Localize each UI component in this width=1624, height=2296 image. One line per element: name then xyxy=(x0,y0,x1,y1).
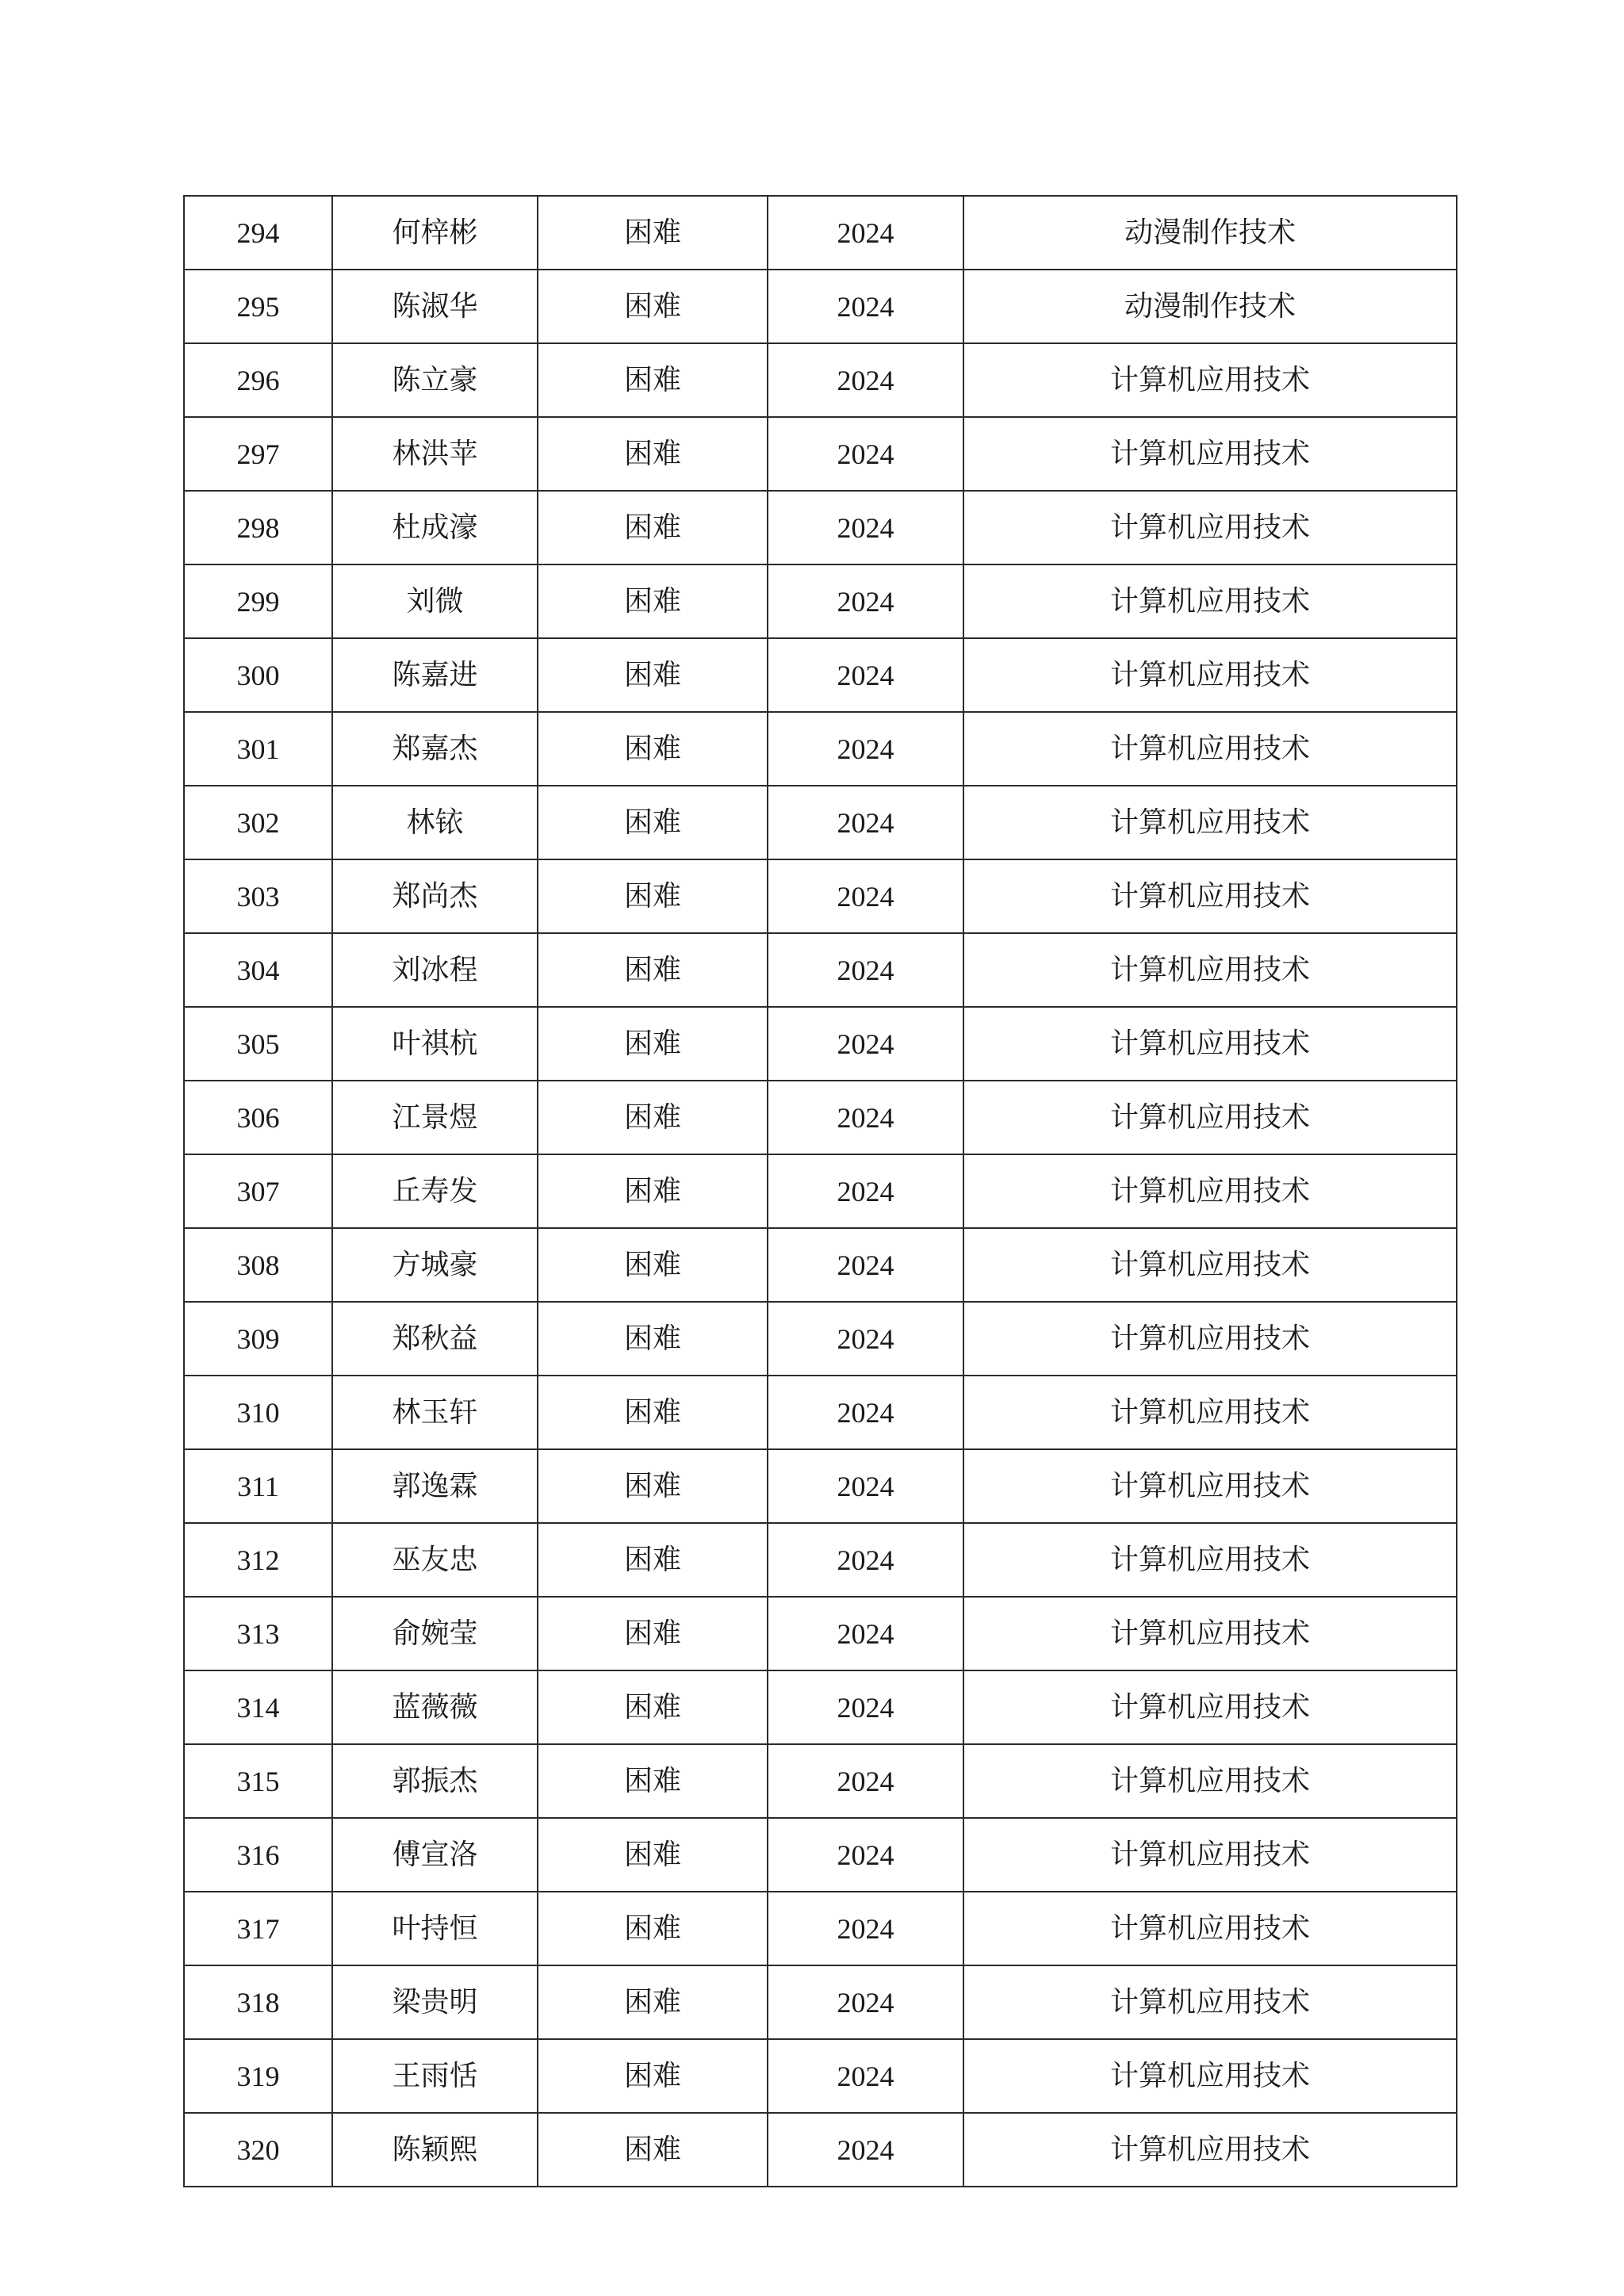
cell-major: 计算机应用技术 xyxy=(963,1376,1457,1449)
cell-year: 2024 xyxy=(768,417,963,491)
cell-year: 2024 xyxy=(768,933,963,1007)
cell-year: 2024 xyxy=(768,1892,963,1965)
cell-major: 计算机应用技术 xyxy=(963,1892,1457,1965)
cell-number: 294 xyxy=(184,196,332,270)
cell-major: 计算机应用技术 xyxy=(963,491,1457,564)
cell-name: 郑秋益 xyxy=(332,1302,538,1376)
cell-year: 2024 xyxy=(768,491,963,564)
cell-name: 刘冰程 xyxy=(332,933,538,1007)
cell-major: 计算机应用技术 xyxy=(963,933,1457,1007)
cell-number: 309 xyxy=(184,1302,332,1376)
cell-difficulty: 困难 xyxy=(538,1228,768,1302)
cell-year: 2024 xyxy=(768,1818,963,1892)
cell-year: 2024 xyxy=(768,1154,963,1228)
student-table xyxy=(183,195,1457,2187)
cell-difficulty: 困难 xyxy=(538,859,768,933)
cell-year: 2024 xyxy=(768,1597,963,1670)
cell-difficulty: 困难 xyxy=(538,712,768,786)
cell-major: 计算机应用技术 xyxy=(963,1154,1457,1228)
cell-name: 巫友忠 xyxy=(332,1523,538,1597)
cell-name: 郑嘉杰 xyxy=(332,712,538,786)
cell-difficulty: 困难 xyxy=(538,1154,768,1228)
cell-number: 315 xyxy=(184,1744,332,1818)
cell-name: 江景煜 xyxy=(332,1081,538,1154)
cell-year: 2024 xyxy=(768,564,963,638)
cell-name: 陈立豪 xyxy=(332,343,538,417)
cell-difficulty: 困难 xyxy=(538,491,768,564)
cell-number: 297 xyxy=(184,417,332,491)
table-row xyxy=(184,1670,1457,1744)
table-row xyxy=(184,196,1457,270)
cell-name: 陈嘉进 xyxy=(332,638,538,712)
table-row xyxy=(184,786,1457,859)
table-row xyxy=(184,491,1457,564)
cell-name: 王雨恬 xyxy=(332,2039,538,2113)
cell-number: 301 xyxy=(184,712,332,786)
cell-major: 计算机应用技术 xyxy=(963,343,1457,417)
cell-year: 2024 xyxy=(768,270,963,343)
cell-number: 314 xyxy=(184,1670,332,1744)
cell-name: 刘微 xyxy=(332,564,538,638)
cell-number: 319 xyxy=(184,2039,332,2113)
cell-name: 陈淑华 xyxy=(332,270,538,343)
cell-number: 316 xyxy=(184,1818,332,1892)
table-row xyxy=(184,1744,1457,1818)
cell-difficulty: 困难 xyxy=(538,1744,768,1818)
cell-name: 林铱 xyxy=(332,786,538,859)
cell-major: 计算机应用技术 xyxy=(963,2113,1457,2187)
cell-major: 计算机应用技术 xyxy=(963,1228,1457,1302)
cell-difficulty: 困难 xyxy=(538,1670,768,1744)
cell-number: 306 xyxy=(184,1081,332,1154)
cell-major: 计算机应用技术 xyxy=(963,2039,1457,2113)
cell-name: 郑尚杰 xyxy=(332,859,538,933)
table-row xyxy=(184,1154,1457,1228)
cell-difficulty: 困难 xyxy=(538,1818,768,1892)
cell-difficulty: 困难 xyxy=(538,1523,768,1597)
cell-major: 计算机应用技术 xyxy=(963,417,1457,491)
cell-name: 梁贵明 xyxy=(332,1965,538,2039)
cell-number: 300 xyxy=(184,638,332,712)
table-row xyxy=(184,1302,1457,1376)
table-row xyxy=(184,1965,1457,2039)
cell-difficulty: 困难 xyxy=(538,1892,768,1965)
cell-difficulty: 困难 xyxy=(538,1007,768,1081)
cell-number: 311 xyxy=(184,1449,332,1523)
cell-difficulty: 困难 xyxy=(538,417,768,491)
cell-major: 动漫制作技术 xyxy=(963,196,1457,270)
cell-year: 2024 xyxy=(768,1081,963,1154)
cell-year: 2024 xyxy=(768,1007,963,1081)
cell-number: 305 xyxy=(184,1007,332,1081)
table-row xyxy=(184,1007,1457,1081)
cell-name: 蓝薇薇 xyxy=(332,1670,538,1744)
cell-difficulty: 困难 xyxy=(538,786,768,859)
table-row xyxy=(184,270,1457,343)
cell-major: 计算机应用技术 xyxy=(963,1081,1457,1154)
table-row xyxy=(184,933,1457,1007)
cell-major: 计算机应用技术 xyxy=(963,1007,1457,1081)
cell-difficulty: 困难 xyxy=(538,564,768,638)
cell-name: 郭逸霖 xyxy=(332,1449,538,1523)
cell-name: 何梓彬 xyxy=(332,196,538,270)
cell-major: 计算机应用技术 xyxy=(963,1302,1457,1376)
table-row xyxy=(184,417,1457,491)
cell-name: 方城豪 xyxy=(332,1228,538,1302)
table-row xyxy=(184,1523,1457,1597)
table-row xyxy=(184,564,1457,638)
cell-difficulty: 困难 xyxy=(538,933,768,1007)
table-row xyxy=(184,638,1457,712)
cell-year: 2024 xyxy=(768,196,963,270)
table-row xyxy=(184,859,1457,933)
cell-year: 2024 xyxy=(768,1376,963,1449)
cell-difficulty: 困难 xyxy=(538,1965,768,2039)
cell-year: 2024 xyxy=(768,2113,963,2187)
cell-number: 313 xyxy=(184,1597,332,1670)
cell-number: 318 xyxy=(184,1965,332,2039)
cell-number: 304 xyxy=(184,933,332,1007)
cell-difficulty: 困难 xyxy=(538,1597,768,1670)
cell-year: 2024 xyxy=(768,1228,963,1302)
cell-name: 叶持恒 xyxy=(332,1892,538,1965)
cell-difficulty: 困难 xyxy=(538,638,768,712)
cell-number: 320 xyxy=(184,2113,332,2187)
cell-year: 2024 xyxy=(768,1449,963,1523)
cell-difficulty: 困难 xyxy=(538,270,768,343)
cell-year: 2024 xyxy=(768,859,963,933)
table-row xyxy=(184,1449,1457,1523)
cell-major: 计算机应用技术 xyxy=(963,638,1457,712)
cell-difficulty: 困难 xyxy=(538,1081,768,1154)
cell-major: 计算机应用技术 xyxy=(963,1449,1457,1523)
table-row xyxy=(184,343,1457,417)
cell-difficulty: 困难 xyxy=(538,1449,768,1523)
table-row xyxy=(184,1818,1457,1892)
cell-number: 295 xyxy=(184,270,332,343)
cell-name: 林洪苹 xyxy=(332,417,538,491)
cell-major: 计算机应用技术 xyxy=(963,1965,1457,2039)
table-row xyxy=(184,1228,1457,1302)
cell-year: 2024 xyxy=(768,786,963,859)
cell-major: 计算机应用技术 xyxy=(963,1523,1457,1597)
cell-name: 陈颖熙 xyxy=(332,2113,538,2187)
cell-number: 317 xyxy=(184,1892,332,1965)
cell-year: 2024 xyxy=(768,712,963,786)
cell-name: 林玉轩 xyxy=(332,1376,538,1449)
cell-major: 计算机应用技术 xyxy=(963,786,1457,859)
cell-difficulty: 困难 xyxy=(538,196,768,270)
cell-year: 2024 xyxy=(768,2039,963,2113)
table-row xyxy=(184,1376,1457,1449)
cell-name: 叶祺杭 xyxy=(332,1007,538,1081)
table-row xyxy=(184,1597,1457,1670)
table-row xyxy=(184,2113,1457,2187)
cell-major: 计算机应用技术 xyxy=(963,1744,1457,1818)
cell-number: 307 xyxy=(184,1154,332,1228)
table-row xyxy=(184,2039,1457,2113)
student-table-body xyxy=(184,196,1457,2187)
cell-name: 傅宣洛 xyxy=(332,1818,538,1892)
cell-year: 2024 xyxy=(768,1744,963,1818)
cell-difficulty: 困难 xyxy=(538,1376,768,1449)
cell-number: 308 xyxy=(184,1228,332,1302)
cell-year: 2024 xyxy=(768,1965,963,2039)
cell-number: 310 xyxy=(184,1376,332,1449)
cell-name: 杜成濠 xyxy=(332,491,538,564)
table-row xyxy=(184,1081,1457,1154)
cell-name: 丘寿发 xyxy=(332,1154,538,1228)
cell-major: 计算机应用技术 xyxy=(963,712,1457,786)
cell-difficulty: 困难 xyxy=(538,343,768,417)
cell-number: 299 xyxy=(184,564,332,638)
cell-major: 计算机应用技术 xyxy=(963,1818,1457,1892)
cell-number: 303 xyxy=(184,859,332,933)
cell-year: 2024 xyxy=(768,1670,963,1744)
cell-difficulty: 困难 xyxy=(538,2113,768,2187)
table-row xyxy=(184,1892,1457,1965)
cell-major: 计算机应用技术 xyxy=(963,859,1457,933)
cell-major: 计算机应用技术 xyxy=(963,564,1457,638)
cell-number: 296 xyxy=(184,343,332,417)
cell-number: 298 xyxy=(184,491,332,564)
cell-major: 动漫制作技术 xyxy=(963,270,1457,343)
cell-year: 2024 xyxy=(768,638,963,712)
cell-number: 302 xyxy=(184,786,332,859)
cell-year: 2024 xyxy=(768,1523,963,1597)
cell-name: 郭振杰 xyxy=(332,1744,538,1818)
cell-difficulty: 困难 xyxy=(538,1302,768,1376)
table-row xyxy=(184,712,1457,786)
cell-year: 2024 xyxy=(768,343,963,417)
cell-number: 312 xyxy=(184,1523,332,1597)
cell-major: 计算机应用技术 xyxy=(963,1597,1457,1670)
cell-difficulty: 困难 xyxy=(538,2039,768,2113)
cell-major: 计算机应用技术 xyxy=(963,1670,1457,1744)
cell-name: 俞婉莹 xyxy=(332,1597,538,1670)
cell-year: 2024 xyxy=(768,1302,963,1376)
